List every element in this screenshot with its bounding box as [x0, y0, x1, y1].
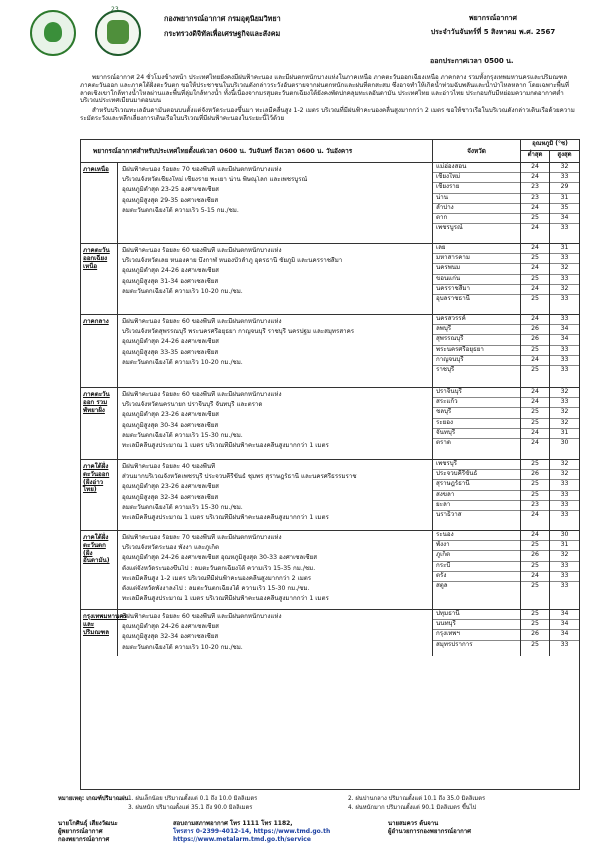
description-line: ทะเลมีคลื่นสูง 1-2 เมตร บริเวณที่มีฝนฟ้าคะนองคลื่นสูงมากกว่า 2 เมตร	[122, 574, 312, 582]
max-temp-column	[550, 531, 579, 609]
tmd-logo-icon	[30, 10, 76, 56]
header-min: ต่ำสุด	[521, 151, 550, 162]
max-temp-cell: 31	[550, 194, 579, 204]
forecast-table	[80, 139, 580, 790]
description-line: อุณหภูมิสูงสุด 29-35 องศาเซลเซียส	[122, 196, 219, 204]
forecaster-name: นายโกศินธุ์ เสียงวัฒนะ	[58, 820, 118, 827]
description-line: ลมตะวันตกเฉียงใต้ ความเร็ว 10-20 กม./ชม.	[122, 358, 243, 366]
marine-intro: สำหรับบริเวณทะเลอันดามันตอนบนตั้งแต่จังหวัดระนองขึ้นมา ทะเลมีคลื่นสูง 1-2 เมตร บริเวณที่มีฝนฟ้าคะนองคลื่นสูงมากกว่า 2 เมตร ขอให้ชาวเรือในบริเวณดังกล่าวเดินเรือด้วยความระมัดระวังและหลีกเลี่ยงการเดินเรือในบริเวณที่มีฝนฟ้าคะนองในระยะนี้ไว้ด้วย	[80, 107, 575, 122]
min-temp-cell: 24	[521, 356, 549, 366]
min-temp-cell: 24	[521, 244, 549, 254]
region-row	[81, 460, 579, 531]
description-line: อุณหภูมิต่ำสุด 23-26 องศาเซลเซียส	[122, 411, 219, 419]
min-temp-cell: 26	[521, 470, 549, 480]
min-temp-column	[521, 388, 550, 459]
min-temp-cell: 24	[521, 398, 549, 408]
region-description	[119, 388, 433, 459]
note-1: 1. ฝนเล็กน้อย ปริมาณตั้งแต่ 0.1 ถึง 10.0 มิลลิเมตร	[128, 796, 258, 802]
min-temp-column	[521, 163, 550, 243]
max-temp-cell: 30	[550, 531, 579, 541]
max-temp-cell: 34	[550, 325, 579, 335]
province-cell: ราชบุรี	[436, 365, 455, 373]
min-temp-column	[521, 460, 550, 530]
min-temp-cell: 24	[531, 224, 539, 232]
region-name: กรุงเทพมหานคร และปริมณฑล	[81, 610, 118, 656]
description-line: ทะเลมีคลื่นสูงประมาณ 1 เมตร บริเวณที่มีฝนฟ้าคะนองคลื่นสูงมากกว่า 1 เมตร	[122, 595, 329, 603]
max-temp-cell: 34	[550, 630, 579, 640]
forecast-intro: พยากรณ์อากาศ 24 ชั่วโมงข้างหน้า ประเทศไทยยังคงมีฝนฟ้าคะนอง และมีฝนตกหนักบางแห่งในภาคเหนือ ภาคตะวันออกเฉียงเหนือ ภาคกลาง รวมทั้งกรุงเทพมหานครและปริมณฑล ภาคตะวันออก และภาคใต้ฝั่งตะวันตก ขอให้ประชาชนในบริเวณดังกล่าวระวังอันตรายจากฝนตกหนักและฝนที่ตกสะสม ซึ่งอาจทำให้เกิดน้ำท่วมฉับพลันและน้ำป่าไหลหลาก โดยเฉพาะพื้นที่ลาดเชิงเขาใกล้ทางน้ำไหลผ่านและพื้นที่ลุ่มใกล้ทางน้ำ ทั้งนี้เนื่องจากมรสุมตะวันตกเฉียงใต้ยังคงพัดปกคลุมทะเลอันดามัน ประเทศไทย และอ่าวไทย ประกอบกับมีหย่อมความกดอากาศต่ำบริเวณประเทศเมียนมาตอนบน	[80, 74, 569, 105]
region-name: ภาคกลาง	[81, 315, 118, 387]
min-temp-column	[521, 531, 550, 609]
max-temp-cell: 34	[550, 335, 579, 345]
description-line: มีฝนฟ้าคะนอง ร้อยละ 60 ของพื้นที่ และมีฝนตกหนักบางแห่ง	[122, 391, 282, 398]
min-temp-cell: 24	[521, 315, 549, 325]
description-line: อุณหภูมิสูงสุด 32-34 องศาเซลเซียส	[122, 633, 219, 641]
description-line: ลมตะวันตกเฉียงใต้ ความเร็ว 15-30 กม./ชม.	[122, 431, 243, 439]
region-name: ภาคใต้ฝั่งตะวันตก (ฝั่งอันดามัน)	[81, 531, 118, 609]
region-description	[119, 163, 433, 243]
min-temp-cell: 25	[531, 294, 539, 302]
min-temp-cell: 24	[521, 264, 549, 274]
ministry-logo-icon	[95, 10, 141, 56]
min-temp-cell: 24	[521, 204, 549, 214]
province-cell: นครสวรรค์	[433, 315, 520, 325]
org-line-2: กระทรวงดิจิทัลเพื่อเศรษฐกิจและสังคม	[164, 29, 281, 38]
max-temp-cell: 31	[550, 429, 579, 439]
max-temp-cell: 32	[550, 551, 579, 561]
description-line: บริเวณจังหวัดเชียงใหม่ เชียงราย พะเยา น่าน พิษณุโลก และเพชรบูรณ์	[122, 176, 308, 184]
max-temp-cell: 33	[550, 480, 579, 490]
province-cell: สตูล	[436, 581, 448, 589]
min-temp-column	[521, 244, 550, 314]
max-temp-cell: 33	[550, 356, 579, 366]
description-line: บริเวณจังหวัดสุพรรณบุรี พระนครศรีอยุธยา กาญจนบุรี ราชบุรี นครปฐม และสมุทรสาคร	[122, 328, 355, 336]
max-temp-cell: 33	[560, 224, 569, 232]
description-line: ลมตะวันตกเฉียงใต้ ความเร็ว 10-20 กม./ชม.	[122, 287, 243, 295]
contact-block	[173, 820, 330, 844]
min-temp-cell: 25	[521, 562, 549, 572]
max-temp-column	[550, 610, 579, 656]
description-line: ส่วนมากบริเวณจังหวัดเพชรบุรี ประจวบคีรีขันธ์ ชุมพร สุราษฎร์ธานี และนครศรีธรรมราช	[122, 473, 357, 481]
description-line: ลมตะวันตกเฉียงใต้ ความเร็ว 5-15 กม./ชม.	[122, 206, 239, 214]
min-temp-cell: 25	[521, 254, 549, 264]
min-temp-cell: 25	[521, 620, 549, 630]
province-cell: มหาสารคาม	[433, 254, 520, 264]
forecast-date: ประจำวันจันทร์ที่ 5 สิงหาคม พ.ศ. 2567	[430, 27, 556, 36]
max-temp-cell: 33	[560, 365, 569, 373]
min-temp-cell: 24	[521, 572, 549, 582]
max-temp-cell: 33	[560, 581, 569, 589]
province-cell: สระแก้ว	[433, 398, 520, 408]
max-temp-cell: 33	[550, 398, 579, 408]
province-cell: ปทุมธานี	[433, 610, 520, 620]
province-cell: ยะลา	[433, 501, 520, 511]
province-cell: กาญจนบุรี	[433, 356, 520, 366]
max-temp-cell: 33	[550, 275, 579, 285]
forecaster-block	[58, 820, 118, 844]
min-temp-cell: 26	[521, 630, 549, 640]
province-cell: ขอนแก่น	[433, 275, 520, 285]
description-line: อุณหภูมิต่ำสุด 24-26 องศาเซลเซียส	[122, 267, 219, 275]
min-temp-cell: 24	[531, 438, 539, 446]
province-column	[433, 531, 521, 609]
header-temperature: อุณหภูมิ (°ซ)	[521, 140, 579, 151]
min-temp-cell: 24	[521, 163, 549, 173]
province-cell: ลพบุรี	[433, 325, 520, 335]
max-temp-cell: 33	[560, 294, 569, 302]
province-column	[433, 388, 521, 459]
max-temp-cell: 33	[560, 640, 569, 648]
province-column	[433, 244, 521, 314]
min-temp-cell: 26	[521, 325, 549, 335]
min-temp-cell: 23	[521, 501, 549, 511]
description-line: มีฝนฟ้าคะนอง ร้อยละ 60 ของพื้นที่ และมีฝนตกหนักบางแห่ง	[122, 318, 282, 325]
min-temp-cell: 25	[521, 214, 549, 224]
province-column	[433, 610, 521, 656]
max-temp-cell: 32	[550, 264, 579, 274]
province-cell: เพชรบุรี	[433, 460, 520, 470]
max-temp-cell: 33	[550, 562, 579, 572]
province-column	[433, 315, 521, 387]
max-temp-cell: 32	[550, 388, 579, 398]
description-line: ทะเลมีคลื่นสูงประมาณ 1 เมตร บริเวณที่มีฝนฟ้าคะนองคลื่นสูงมากกว่า 1 เมตร	[122, 513, 329, 521]
description-line: อุณหภูมิสูงสุด 33-35 องศาเซลเซียส	[122, 348, 219, 356]
min-temp-cell: 25	[531, 640, 539, 648]
min-temp-cell: 24	[521, 173, 549, 183]
province-cell: ตรัง	[433, 572, 520, 582]
max-temp-column	[550, 163, 579, 243]
min-temp-cell: 25	[531, 365, 539, 373]
description-line: อุณหภูมิสูงสุด 32-34 องศาเซลเซียส	[122, 493, 219, 501]
max-temp-cell: 31	[550, 541, 579, 551]
region-row	[81, 163, 579, 244]
note-3: 3. ฝนหนัก ปริมาณตั้งแต่ 35.1 ถึง 90.0 มิลลิเมตร	[128, 805, 253, 811]
province-cell: พระนครศรีอยุธยา	[433, 346, 520, 356]
logo-number: 23	[111, 6, 119, 13]
document-header	[0, 0, 600, 65]
min-temp-cell: 24	[521, 429, 549, 439]
contact-phone: สอบถามสภาพอากาศ โทร 1111 โทร 1182,	[173, 820, 293, 827]
org-line-1: กองพยากรณ์อากาศ กรมอุตุนิยมวิทยา	[164, 14, 281, 23]
region-description	[119, 531, 433, 609]
province-cell: สุราษฎร์ธานี	[433, 480, 520, 490]
province-cell: ระยอง	[433, 419, 520, 429]
description-line: อุณหภูมิต่ำสุด 23-26 องศาเซลเซียส	[122, 483, 219, 491]
max-temp-cell: 33	[550, 572, 579, 582]
min-temp-cell: 26	[521, 335, 549, 345]
issued-time: ออกประกาศเวลา 0500 น.	[430, 57, 514, 65]
province-cell: จันทบุรี	[433, 429, 520, 439]
min-temp-cell: 25	[521, 541, 549, 551]
max-temp-cell: 35	[550, 204, 579, 214]
note-4: 4. ฝนหนักมาก ปริมาณตั้งแต่ 90.1 มิลลิเมตร ขึ้นไป	[348, 805, 477, 811]
max-temp-cell: 32	[550, 460, 579, 470]
description-line: อุณหภูมิต่ำสุด 24-26 องศาเซลเซียส	[122, 623, 219, 631]
province-cell: นราธิวาส	[436, 510, 462, 518]
max-temp-cell: 33	[550, 315, 579, 325]
province-cell: แม่ฮ่องสอน	[433, 163, 520, 173]
province-cell: เชียงราย	[433, 183, 520, 193]
description-line: อุณหภูมิสูงสุด 30-34 องศาเซลเซียส	[122, 421, 219, 429]
region-description	[119, 244, 433, 314]
region-name: ภาคตะวันออกเฉียงเหนือ	[81, 244, 118, 314]
max-temp-cell: 34	[550, 620, 579, 630]
province-cell: ชลบุรี	[433, 408, 520, 418]
min-temp-cell: 25	[521, 491, 549, 501]
director-name: นายสมควร ต้นจาน	[388, 820, 439, 827]
province-cell: ตาก	[433, 214, 520, 224]
min-temp-cell: 25	[521, 275, 549, 285]
description-line: มีฝนฟ้าคะนอง ร้อยละ 40 ของพื้นที่	[122, 463, 216, 470]
province-cell: กระบี่	[433, 562, 520, 572]
province-cell: น่าน	[433, 194, 520, 204]
region-name: ภาคเหนือ	[81, 163, 118, 243]
max-temp-column	[550, 244, 579, 314]
description-line: บริเวณจังหวัดเลย หนองคาย บึงกาฬ หนองบัวลำภู อุดรธานี ชัยภูมิ และนครราชสีมา	[122, 257, 343, 265]
description-line: ทะเลมีคลื่นสูงประมาณ 1 เมตร บริเวณที่มีฝนฟ้าคะนองคลื่นสูงมากกว่า 1 เมตร	[122, 441, 329, 449]
min-temp-column	[521, 610, 550, 656]
region-row	[81, 315, 579, 388]
header-max: สูงสุด	[557, 151, 572, 158]
min-temp-cell: 25	[521, 610, 549, 620]
description-line: อุณหภูมิต่ำสุด 24-26 องศาเซลเซียส	[122, 338, 219, 346]
forecaster-division: กองพยากรณ์อากาศ	[58, 836, 110, 843]
max-temp-cell: 32	[550, 285, 579, 295]
max-temp-column	[550, 388, 579, 459]
forecaster-title: ผู้พยากรณ์อากาศ	[58, 828, 103, 835]
min-temp-cell: 24	[521, 285, 549, 295]
province-cell: เพชรบูรณ์	[436, 224, 463, 232]
notes-title: หมายเหตุ: เกณฑ์ปริมาณฝน	[58, 796, 129, 802]
min-temp-cell: 25	[521, 419, 549, 429]
organization-block	[164, 14, 281, 44]
header-main: พยากรณ์อากาศสำหรับประเทศไทยตั้งแต่เวลา 0600 น. วันจันทร์ ถึงเวลา 0600 น. วันอังคาร	[81, 140, 433, 162]
province-column	[433, 460, 521, 530]
min-temp-cell: 25	[531, 581, 539, 589]
region-row	[81, 531, 579, 610]
director-block	[388, 820, 471, 836]
max-temp-column	[550, 315, 579, 387]
min-temp-cell: 24	[521, 531, 549, 541]
province-cell: ลำปาง	[433, 204, 520, 214]
min-temp-cell: 23	[521, 194, 549, 204]
province-cell: ปราจีนบุรี	[433, 388, 520, 398]
max-temp-cell: 32	[550, 470, 579, 480]
min-temp-cell: 25	[521, 346, 549, 356]
min-temp-cell: 23	[521, 183, 549, 193]
description-line: มีฝนฟ้าคะนอง ร้อยละ 70 ของพื้นที่ และมีฝนตกหนักบางแห่ง	[122, 166, 282, 173]
province-cell: ภูเก็ต	[433, 551, 520, 561]
description-line: ตั้งแต่จังหวัดพังงาลงไป : ลมตะวันตกเฉียงใต้ ความเร็ว 15-30 กม./ชม.	[122, 584, 310, 592]
min-temp-column	[521, 315, 550, 387]
description-line: ตั้งแต่จังหวัดระนองขึ้นไป : ลมตะวันตกเฉียงใต้ ความเร็ว 15-35 กม./ชม.	[122, 564, 316, 572]
max-temp-cell: 31	[550, 244, 579, 254]
province-cell: พังงา	[433, 541, 520, 551]
province-cell: เลย	[433, 244, 520, 254]
region-row	[81, 244, 579, 315]
max-temp-cell: 32	[550, 419, 579, 429]
description-line: อุณหภูมิต่ำสุด 23-25 องศาเซลเซียส	[122, 186, 219, 194]
description-line: อุณหภูมิต่ำสุด 24-26 องศาเซลเซียส อุณหภูมิสูงสุด 30-33 องศาเซลเซียส	[122, 554, 317, 562]
description-line: มีฝนฟ้าคะนอง ร้อยละ 60 ของพื้นที่ และมีฝนตกหนักบางแห่ง	[122, 247, 282, 254]
description-line: ลมตะวันตกเฉียงใต้ ความเร็ว 10-20 กม./ชม.	[122, 643, 243, 651]
min-temp-cell: 24	[531, 510, 539, 518]
province-column	[433, 163, 521, 243]
max-temp-cell: 33	[550, 501, 579, 511]
table-header	[81, 140, 579, 163]
max-temp-cell: 33	[560, 510, 569, 518]
province-cell: นนทบุรี	[433, 620, 520, 630]
province-cell: เชียงใหม่	[433, 173, 520, 183]
max-temp-cell: 33	[550, 346, 579, 356]
metalarm-link[interactable]: https://www.metalarm.tmd.go.th/service	[173, 836, 311, 843]
max-temp-column	[550, 460, 579, 530]
province-cell: ประจวบคีรีขันธ์	[433, 470, 520, 480]
province-cell: นครราชสีมา	[433, 285, 520, 295]
min-temp-cell: 26	[521, 551, 549, 561]
max-temp-cell: 30	[560, 438, 569, 446]
region-description	[119, 460, 433, 530]
min-temp-cell: 25	[521, 408, 549, 418]
description-line: ลมตะวันตกเฉียงใต้ ความเร็ว 15-30 กม./ชม.	[122, 503, 243, 511]
region-name: ภาคตะวันออก รวมพัทยาฝั่ง	[81, 388, 118, 459]
max-temp-cell: 34	[550, 610, 579, 620]
description-line: บริเวณจังหวัดระนอง พังงา และภูเก็ต	[122, 544, 220, 552]
min-temp-cell: 25	[521, 480, 549, 490]
note-2: 2. ฝนปานกลาง ปริมาณตั้งแต่ 10.1 ถึง 35.0 มิลลิเมตร	[348, 796, 486, 802]
description-line: มีฝนฟ้าคะนอง ร้อยละ 60 ของพื้นที่ และมีฝนตกหนักบางแห่ง	[122, 613, 282, 620]
province-cell: อุบลราชธานี	[436, 294, 470, 302]
region-description	[119, 315, 433, 387]
region-description	[119, 610, 433, 656]
description-line: มีฝนฟ้าคะนอง ร้อยละ 70 ของพื้นที่ และมีฝนตกหนักบางแห่ง	[122, 534, 282, 541]
region-name: ภาคใต้ฝั่งตะวันออก (ฝั่งอ่าวไทย)	[81, 460, 118, 530]
max-temp-cell: 33	[550, 491, 579, 501]
province-cell: สมุทรปราการ	[436, 640, 473, 648]
description-line: บริเวณจังหวัดนครนายก ปราจีนบุรี จันทบุรี และตราด	[122, 401, 263, 409]
max-temp-cell: 32	[550, 408, 579, 418]
max-temp-cell: 29	[550, 183, 579, 193]
contact-fax-link[interactable]: โทรสาร 0-2399-4012-14, https://www.tmd.go.th	[173, 828, 331, 835]
region-row	[81, 388, 579, 460]
province-cell: ระนอง	[433, 531, 520, 541]
max-temp-cell: 33	[550, 254, 579, 264]
max-temp-cell: 34	[550, 214, 579, 224]
forecast-title: พยากรณ์อากาศ	[469, 14, 517, 22]
max-temp-cell: 33	[550, 173, 579, 183]
min-temp-cell: 24	[521, 388, 549, 398]
min-temp-cell: 25	[521, 460, 549, 470]
max-temp-cell: 32	[550, 163, 579, 173]
province-cell: สุพรรณบุรี	[433, 335, 520, 345]
province-cell: กรุงเทพฯ	[433, 630, 520, 640]
region-row	[81, 610, 579, 656]
director-title: ผู้อำนวยการกองพยากรณ์อากาศ	[388, 828, 471, 835]
province-cell: สงขลา	[433, 491, 520, 501]
description-line: อุณหภูมิสูงสุด 31-34 องศาเซลเซียส	[122, 277, 219, 285]
forecast-title-block	[388, 14, 598, 42]
header-province: จังหวัด	[433, 140, 521, 162]
province-cell: นครพนม	[433, 264, 520, 274]
province-cell: ตราด	[436, 438, 451, 446]
